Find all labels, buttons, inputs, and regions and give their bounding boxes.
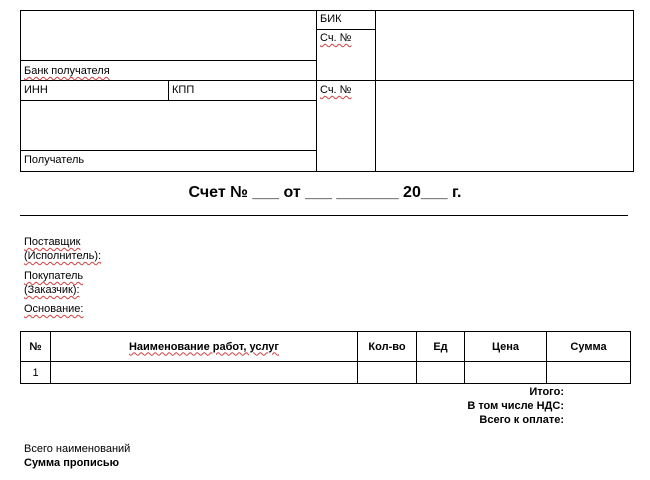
account-label-2: Сч. № — [320, 84, 352, 96]
col-header-price: Цена — [465, 332, 547, 362]
row-name-cell[interactable] — [51, 362, 358, 384]
total-payable-label: Всего к оплате: — [479, 414, 564, 426]
bank-name-rule — [20, 60, 316, 61]
recipient-rule — [20, 150, 316, 151]
row-price-cell[interactable] — [465, 362, 547, 384]
inn-label: ИНН — [24, 84, 48, 96]
supplier-sub-label: (Исполнитель): — [24, 250, 102, 262]
items-table — [20, 331, 631, 384]
inn-kpp-rule — [20, 100, 316, 101]
supplier-label: Поставщик — [24, 236, 81, 248]
bank-divider-1 — [316, 10, 317, 172]
invoice-title: Счет № ___ от ___ _______ 20___ г. — [188, 184, 462, 201]
bank-divider-2 — [375, 10, 376, 172]
basis-label: Основание: — [24, 303, 84, 315]
row-number-cell: 1 — [21, 362, 51, 384]
bik-rule — [316, 29, 375, 30]
table-row — [21, 362, 631, 384]
row-unit-cell[interactable] — [417, 362, 465, 384]
title-rule — [20, 215, 628, 216]
col-header-sum: Сумма — [547, 332, 631, 362]
inn-kpp-divider — [168, 80, 169, 100]
amount-in-words-label: Сумма прописью — [24, 457, 119, 469]
vat-label: В том числе НДС: — [467, 400, 564, 412]
account-label-1: Сч. № — [320, 32, 352, 44]
total-label: Итого: — [529, 386, 564, 398]
items-count-label: Всего наименований — [24, 443, 131, 455]
buyer-sub-label: (Заказчик): — [24, 284, 80, 296]
recipient-label: Получатель — [24, 154, 85, 166]
col-header-quantity: Кол-во — [358, 332, 417, 362]
col-header-number: № — [21, 332, 51, 362]
kpp-label: КПП — [172, 84, 195, 96]
bank-row-rule-1 — [20, 80, 634, 81]
buyer-label: Покупатель — [24, 270, 84, 282]
col-header-name: Наименование работ, услуг — [51, 332, 358, 362]
row-quantity-cell[interactable] — [358, 362, 417, 384]
bik-label: БИК — [320, 13, 342, 25]
items-table-header — [21, 332, 631, 362]
row-sum-cell[interactable] — [547, 362, 631, 384]
bank-recipient-label: Банк получателя — [24, 65, 110, 77]
col-header-unit: Ед — [417, 332, 465, 362]
